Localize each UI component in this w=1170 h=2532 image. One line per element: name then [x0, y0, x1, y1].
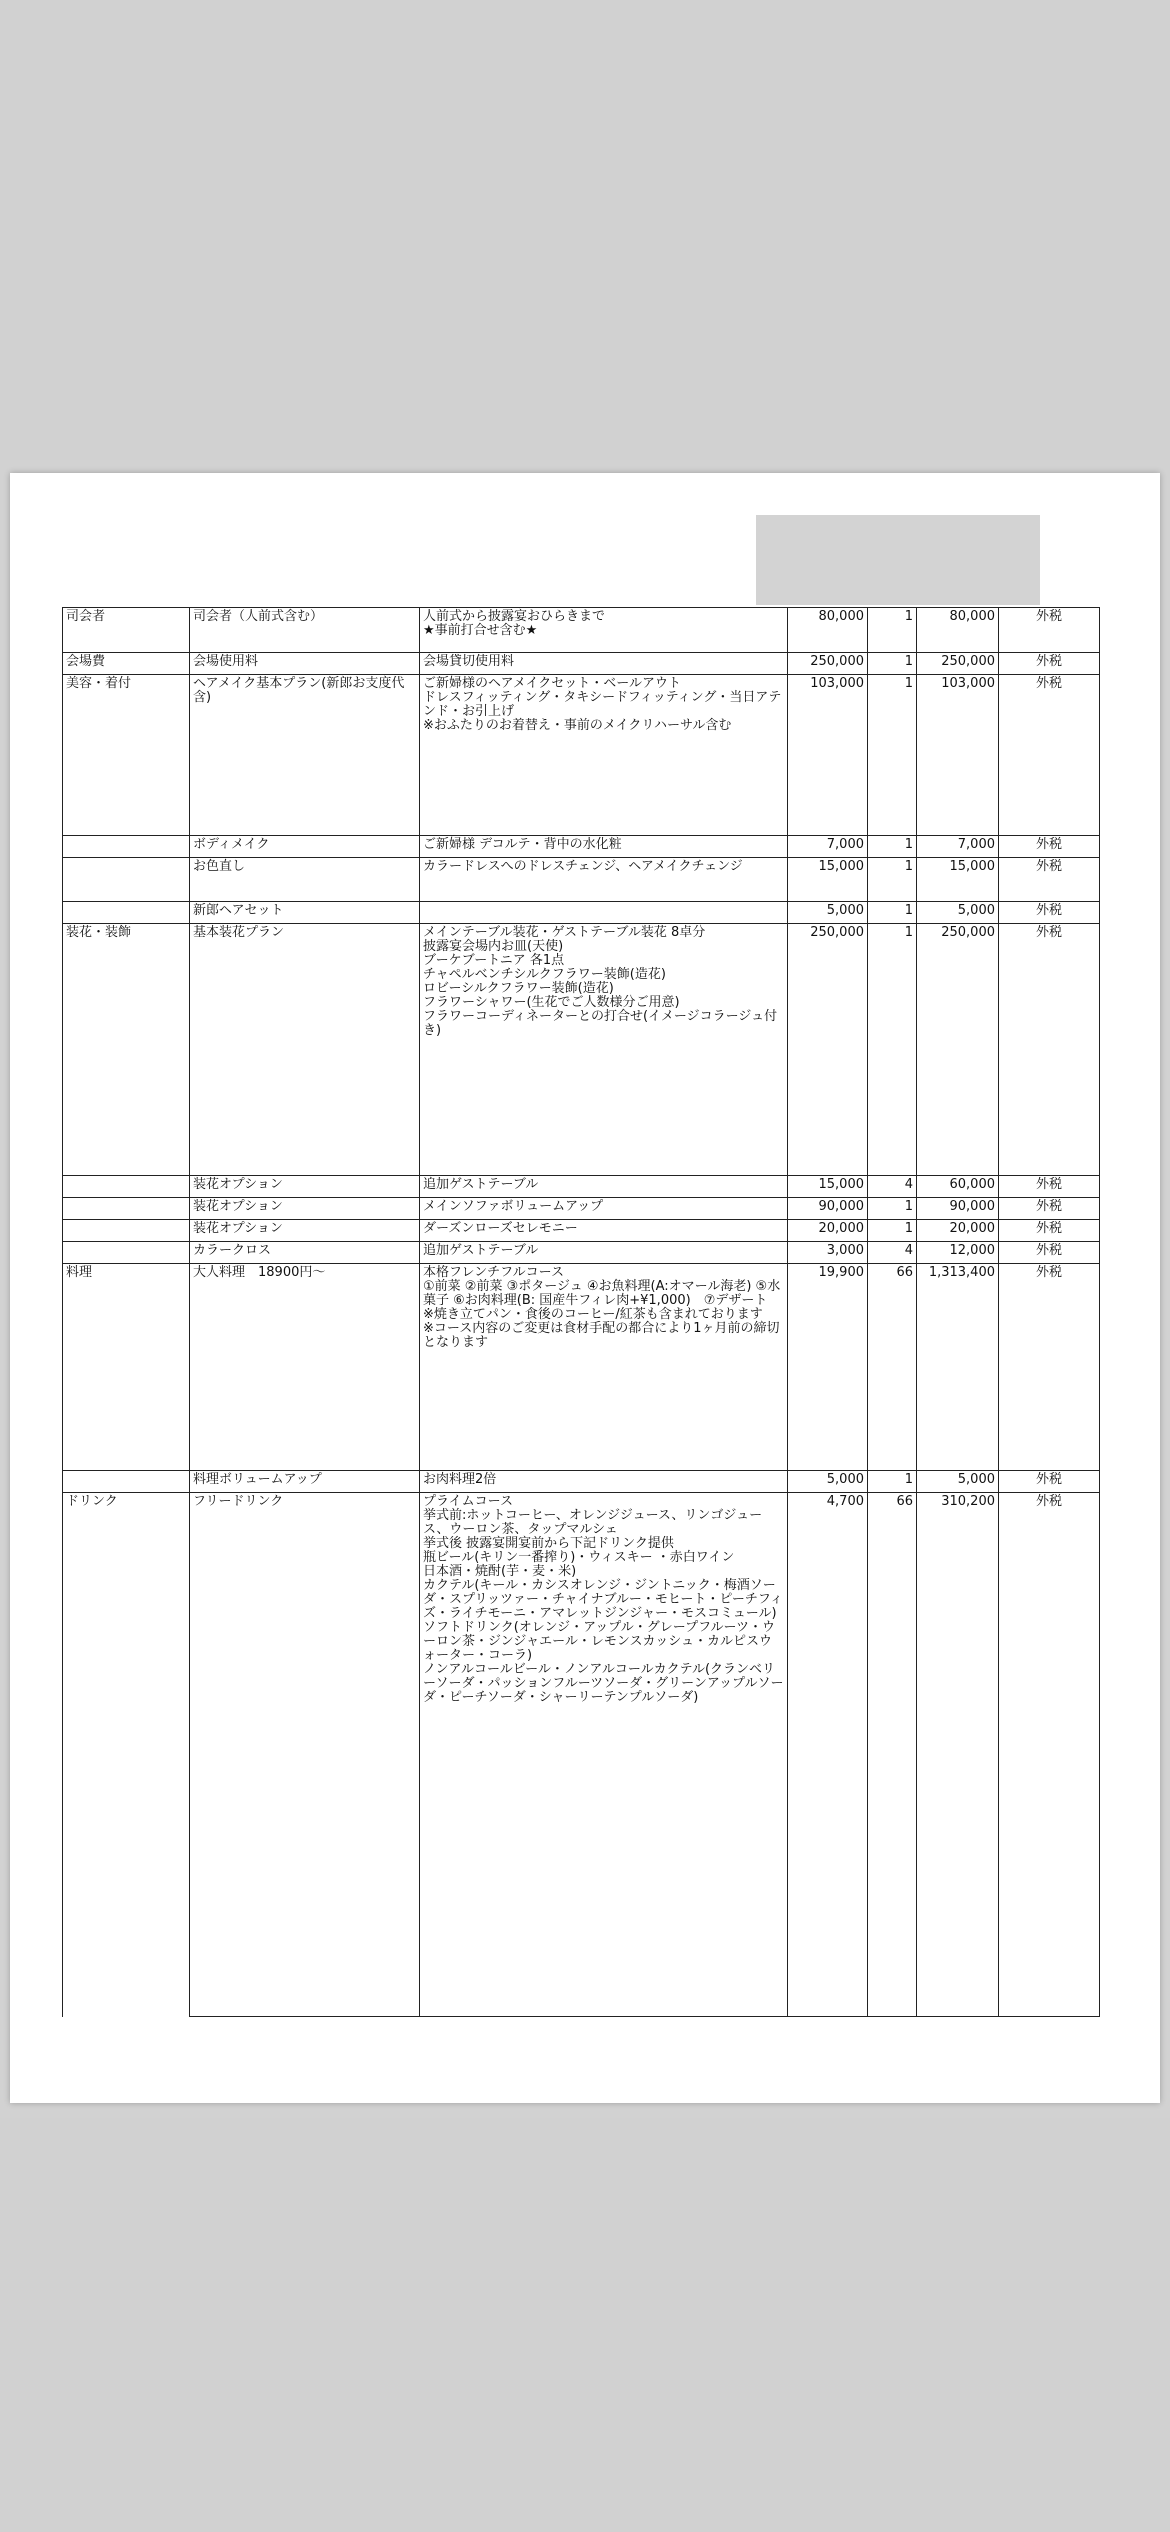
amount-cell: 250,000 [917, 924, 999, 1176]
unit-price-cell: 80,000 [788, 608, 868, 653]
amount-cell: 20,000 [917, 1220, 999, 1242]
item-cell: フリードリンク [190, 1493, 420, 2017]
category-cell: 司会者 [63, 608, 190, 653]
amount-cell: 5,000 [917, 902, 999, 924]
table-row [63, 836, 1100, 858]
table-row [63, 924, 1100, 1176]
table-row [63, 608, 1100, 653]
quantity-cell: 1 [868, 653, 917, 675]
quantity-cell: 1 [868, 902, 917, 924]
quantity-cell: 1 [868, 858, 917, 902]
item-cell: カラークロス [190, 1242, 420, 1264]
unit-price-cell: 250,000 [788, 924, 868, 1176]
description-cell [420, 902, 788, 924]
tax-cell: 外税 [999, 675, 1100, 836]
tax-cell: 外税 [999, 653, 1100, 675]
tax-cell: 外税 [999, 608, 1100, 653]
description-cell: お肉料理2倍 [420, 1471, 788, 1493]
quantity-cell: 4 [868, 1176, 917, 1198]
amount-cell: 7,000 [917, 836, 999, 858]
unit-price-cell: 90,000 [788, 1198, 868, 1220]
amount-cell: 90,000 [917, 1198, 999, 1220]
unit-price-cell: 20,000 [788, 1220, 868, 1242]
category-cell: ドリンク [63, 1493, 190, 2017]
amount-cell: 1,313,400 [917, 1264, 999, 1471]
unit-price-cell: 7,000 [788, 836, 868, 858]
category-cell: 装花・装飾 [63, 924, 190, 1176]
category-cell: 料理 [63, 1264, 190, 1471]
tax-cell: 外税 [999, 1198, 1100, 1220]
quantity-cell: 66 [868, 1264, 917, 1471]
category-cell [63, 1198, 190, 1220]
quantity-cell: 66 [868, 1493, 917, 2017]
quantity-cell: 1 [868, 1471, 917, 1493]
table-row [63, 653, 1100, 675]
amount-cell: 103,000 [917, 675, 999, 836]
tax-cell: 外税 [999, 858, 1100, 902]
quantity-cell: 1 [868, 1220, 917, 1242]
description-cell: プライムコース 挙式前:ホットコーヒー、オレンジジュース、リンゴジュース、ウーロン茶、タップマルシェ 挙式後 披露宴開宴前から下記ドリンク提供 瓶ビール(キリン一番搾り)・ウィスキー ・赤白ワイン 日本酒・焼酎(芋・麦・米) カクテル(キール・カシスオレンジ・ジントニック・梅酒ソーダ・スプリッツァー・チャイナブルー・モヒート・ピーチフィズ・ライチモーニ・アマレットジンジャー・モスコミュール) ソフトドリンク(オレンジ・アップル・グレープフルーツ・ウーロン茶・ジンジャエール・レモンスカッシュ・カルピスウォーター・コーラ) ノンアルコールビール・ノンアルコールカクテル(クランベリーソーダ・パッションフルーツソーダ・グリーンアップルソーダ・ピーチソーダ・シャーリーテンプルソーダ) [420, 1493, 788, 2017]
item-cell: 装花オプション [190, 1220, 420, 1242]
item-cell: 会場使用料 [190, 653, 420, 675]
item-cell: 基本装花プラン [190, 924, 420, 1176]
category-cell: 会場費 [63, 653, 190, 675]
table-row [63, 858, 1100, 902]
redacted-header-block [756, 515, 1040, 605]
quantity-cell: 4 [868, 1242, 917, 1264]
category-cell [63, 1176, 190, 1198]
description-cell: 追加ゲストテーブル [420, 1242, 788, 1264]
table-row [63, 675, 1100, 836]
table-row [63, 1471, 1100, 1493]
item-cell: お色直し [190, 858, 420, 902]
item-cell: 料理ボリュームアップ [190, 1471, 420, 1493]
redacted-bottom-area [0, 2118, 1170, 2532]
quotation-table [62, 607, 1100, 2017]
tax-cell: 外税 [999, 1471, 1100, 1493]
description-cell: メインソファボリュームアップ [420, 1198, 788, 1220]
tax-cell: 外税 [999, 924, 1100, 1176]
item-cell: 大人料理 18900円〜 [190, 1264, 420, 1471]
item-cell: 新郎ヘアセット [190, 902, 420, 924]
item-cell: ボディメイク [190, 836, 420, 858]
tax-cell: 外税 [999, 1176, 1100, 1198]
item-cell: 装花オプション [190, 1198, 420, 1220]
unit-price-cell: 15,000 [788, 858, 868, 902]
tax-cell: 外税 [999, 836, 1100, 858]
description-cell: メインテーブル装花・ゲストテーブル装花 8卓分 披露宴会場内お皿(天使) ブーケブートニア 各1点 チャペルベンチシルクフラワー装飾(造花) ロビーシルクフラワー装飾(造花) フラワーシャワー(生花でご人数様分ご用意) フラワーコーディネーターとの打合せ(イメージコラージュ付き) [420, 924, 788, 1176]
item-cell: 装花オプション [190, 1176, 420, 1198]
unit-price-cell: 4,700 [788, 1493, 868, 2017]
quantity-cell: 1 [868, 608, 917, 653]
item-cell: 司会者（人前式含む） [190, 608, 420, 653]
table-row [63, 1220, 1100, 1242]
table-row [63, 1493, 1100, 2017]
unit-price-cell: 15,000 [788, 1176, 868, 1198]
quantity-cell: 1 [868, 675, 917, 836]
unit-price-cell: 5,000 [788, 902, 868, 924]
amount-cell: 310,200 [917, 1493, 999, 2017]
table-row [63, 1242, 1100, 1264]
category-cell [63, 836, 190, 858]
description-cell: ご新婦様 デコルテ・背中の水化粧 [420, 836, 788, 858]
category-cell [63, 1242, 190, 1264]
description-cell: ダーズンローズセレモニー [420, 1220, 788, 1242]
unit-price-cell: 103,000 [788, 675, 868, 836]
table-row [63, 1176, 1100, 1198]
category-cell [63, 1471, 190, 1493]
description-cell: 追加ゲストテーブル [420, 1176, 788, 1198]
description-cell: 人前式から披露宴おひらきまで ★事前打合せ含む★ [420, 608, 788, 653]
description-cell: ご新婦様のヘアメイクセット・ベールアウト ドレスフィッティング・タキシードフィッティング・当日アテンド・お引上げ ※おふたりのお着替え・事前のメイクリハーサル含む [420, 675, 788, 836]
item-cell: ヘアメイク基本プラン(新郎お支度代含) [190, 675, 420, 836]
unit-price-cell: 3,000 [788, 1242, 868, 1264]
quotation-page [10, 473, 1160, 2103]
unit-price-cell: 250,000 [788, 653, 868, 675]
description-cell: カラードレスへのドレスチェンジ、ヘアメイクチェンジ [420, 858, 788, 902]
unit-price-cell: 5,000 [788, 1471, 868, 1493]
tax-cell: 外税 [999, 902, 1100, 924]
tax-cell: 外税 [999, 1242, 1100, 1264]
tax-cell: 外税 [999, 1220, 1100, 1242]
category-cell: 美容・着付 [63, 675, 190, 836]
amount-cell: 5,000 [917, 1471, 999, 1493]
description-cell: 本格フレンチフルコース ①前菜 ②前菜 ③ポタージュ ④お魚料理(A:オマール海老) ⑤水菓子 ⑥お肉料理(B: 国産牛フィレ肉+¥1,000) ⑦デザート ※焼き立てパン・食後のコーヒー/紅茶も含まれております ※コース内容のご変更は食材手配の都合により1ヶ月前の締切となります [420, 1264, 788, 1471]
amount-cell: 15,000 [917, 858, 999, 902]
description-cell: 会場貸切使用料 [420, 653, 788, 675]
quantity-cell: 1 [868, 836, 917, 858]
table-row [63, 1198, 1100, 1220]
table-row [63, 1264, 1100, 1471]
amount-cell: 80,000 [917, 608, 999, 653]
category-cell [63, 902, 190, 924]
category-cell [63, 858, 190, 902]
amount-cell: 250,000 [917, 653, 999, 675]
unit-price-cell: 19,900 [788, 1264, 868, 1471]
quantity-cell: 1 [868, 924, 917, 1176]
category-cell [63, 1220, 190, 1242]
tax-cell: 外税 [999, 1493, 1100, 2017]
amount-cell: 12,000 [917, 1242, 999, 1264]
table-row [63, 902, 1100, 924]
tax-cell: 外税 [999, 1264, 1100, 1471]
quantity-cell: 1 [868, 1198, 917, 1220]
redacted-top-area [0, 0, 1170, 460]
amount-cell: 60,000 [917, 1176, 999, 1198]
